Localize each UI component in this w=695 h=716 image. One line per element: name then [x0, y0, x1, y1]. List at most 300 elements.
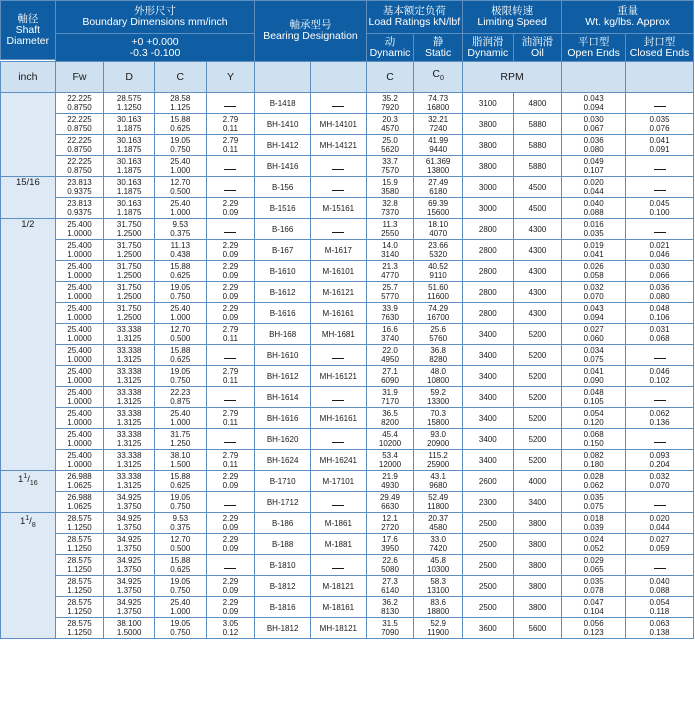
- width-cell: 19.05 0.750: [154, 618, 206, 639]
- unit-weight-closed: [626, 62, 694, 93]
- designation-closed-cell: [310, 345, 366, 366]
- y-cell: [206, 177, 255, 198]
- fw-cell: 28.575 1.1250: [55, 534, 104, 555]
- width-cell: 9.53 0.375: [154, 513, 206, 534]
- designation-closed-cell: M-1617: [310, 240, 366, 261]
- dynamic-load-cell: 27.3 6140: [366, 576, 414, 597]
- designation-closed-cell: MH-18121: [310, 618, 366, 639]
- weight-closed-cell: 0.031 0.068: [626, 324, 694, 345]
- load-ratings-header: 基本额定负荷 Load Ratings kN/lbf: [366, 1, 462, 34]
- not-applicable-dash: [332, 232, 344, 233]
- fw-cell: 25.400 1.0000: [55, 219, 104, 240]
- designation-closed-cell: MH-14101: [310, 114, 366, 135]
- static-load-cell: 74.29 16700: [414, 303, 463, 324]
- designation-closed-cell: [310, 492, 366, 513]
- width-cell: 25.40 1.000: [154, 198, 206, 219]
- y-cell: 2.29 0.09: [206, 282, 255, 303]
- speed-grease-cell: 3600: [462, 618, 513, 639]
- not-applicable-dash: [224, 400, 236, 401]
- width-cell: 28.58 1.125: [154, 93, 206, 114]
- dynamic-load-cell: 20.3 4570: [366, 114, 414, 135]
- y-cell: [206, 429, 255, 450]
- designation-closed-cell: M-16101: [310, 261, 366, 282]
- weight-open-cell: 0.027 0.060: [562, 324, 626, 345]
- fw-cell: 22.225 0.8750: [55, 135, 104, 156]
- speed-grease-cell: 2800: [462, 282, 513, 303]
- fw-cell: 26.988 1.0625: [55, 471, 104, 492]
- designation-closed-cell: M-16161: [310, 303, 366, 324]
- designation-closed-cell: MH-16241: [310, 450, 366, 471]
- not-applicable-dash: [224, 568, 236, 569]
- table-row: [1, 513, 694, 534]
- y-cell: [206, 345, 255, 366]
- table-row: [1, 240, 694, 261]
- table-row: [1, 618, 694, 639]
- outer-diameter-cell: 33.338 1.3125: [104, 471, 155, 492]
- table-row: [1, 156, 694, 177]
- fw-cell: 22.225 0.8750: [55, 114, 104, 135]
- tolerance-header: +0 +0.000 -0.3 -0.100: [55, 34, 255, 62]
- designation-closed-cell: [310, 387, 366, 408]
- speed-oil-cell: 4300: [513, 303, 562, 324]
- designation-closed-cell: [310, 177, 366, 198]
- outer-diameter-cell: 33.338 1.3125: [104, 408, 155, 429]
- weight-closed-cell: 0.036 0.080: [626, 282, 694, 303]
- speed-grease-cell: 2500: [462, 513, 513, 534]
- fw-cell: 22.225 0.8750: [55, 156, 104, 177]
- weight-closed-cell: 0.030 0.066: [626, 261, 694, 282]
- load-static-header: 静 Static: [414, 34, 463, 62]
- y-cell: [206, 555, 255, 576]
- width-cell: 19.05 0.750: [154, 366, 206, 387]
- weight-closed-cell: 0.054 0.118: [626, 597, 694, 618]
- table-row: [1, 492, 694, 513]
- weight-open-cell: 0.028 0.062: [562, 471, 626, 492]
- outer-diameter-cell: 30.163 1.1875: [104, 198, 155, 219]
- designation-closed-cell: [310, 156, 366, 177]
- table-row: [1, 429, 694, 450]
- designation-open-cell: BH-1624: [255, 450, 311, 471]
- static-load-cell: 69.39 15600: [414, 198, 463, 219]
- width-cell: 19.05 0.750: [154, 282, 206, 303]
- load-dynamic-header: 动 Dynamic: [366, 34, 414, 62]
- table-row: [1, 387, 694, 408]
- weight-open-cell: 0.082 0.180: [562, 450, 626, 471]
- weight-open-ends-header: 平口型 Open Ends: [562, 34, 626, 62]
- weight-open-cell: 0.035 0.078: [562, 576, 626, 597]
- speed-grease-cell: 2500: [462, 534, 513, 555]
- speed-grease-cell: 3400: [462, 450, 513, 471]
- designation-closed-cell: MH-16161: [310, 408, 366, 429]
- designation-open-cell: B-1610: [255, 261, 311, 282]
- speed-oil-cell: 5200: [513, 450, 562, 471]
- outer-diameter-cell: 34.925 1.3750: [104, 513, 155, 534]
- outer-diameter-cell: 38.100 1.5000: [104, 618, 155, 639]
- width-cell: 15.88 0.625: [154, 114, 206, 135]
- static-load-cell: 74.73 16800: [414, 93, 463, 114]
- width-cell: 25.40 1.000: [154, 597, 206, 618]
- outer-diameter-cell: 33.338 1.3125: [104, 429, 155, 450]
- fw-cell: 28.575 1.1250: [55, 618, 104, 639]
- speed-grease-cell: 3400: [462, 345, 513, 366]
- outer-diameter-cell: 31.750 1.2500: [104, 261, 155, 282]
- static-load-cell: 18.10 4070: [414, 219, 463, 240]
- outer-diameter-cell: 31.750 1.2500: [104, 282, 155, 303]
- weight-open-cell: 0.019 0.041: [562, 240, 626, 261]
- table-row: [1, 114, 694, 135]
- weight-open-cell: 0.056 0.123: [562, 618, 626, 639]
- weight-open-cell: 0.049 0.107: [562, 156, 626, 177]
- outer-diameter-cell: 34.925 1.3750: [104, 534, 155, 555]
- not-applicable-dash: [654, 358, 666, 359]
- speed-oil-cell: 5200: [513, 387, 562, 408]
- weight-closed-cell: [626, 387, 694, 408]
- speed-grease-cell: 2600: [462, 471, 513, 492]
- speed-oil-cell: 4500: [513, 198, 562, 219]
- designation-closed-cell: M-18121: [310, 576, 366, 597]
- speed-oil-cell: 4500: [513, 177, 562, 198]
- speed-oil-cell: 3800: [513, 534, 562, 555]
- table-row: [1, 345, 694, 366]
- weight-closed-cell: 0.021 0.046: [626, 240, 694, 261]
- y-cell: [206, 219, 255, 240]
- designation-closed-cell: M-18161: [310, 597, 366, 618]
- table-row: [1, 534, 694, 555]
- designation-closed-cell: M-16121: [310, 282, 366, 303]
- y-cell: 2.29 0.09: [206, 471, 255, 492]
- dynamic-load-cell: 27.1 6090: [366, 366, 414, 387]
- speed-grease-cell: 3100: [462, 93, 513, 114]
- speed-oil-cell: 5200: [513, 429, 562, 450]
- speed-grease-cell: 2800: [462, 303, 513, 324]
- speed-grease-cell: 3800: [462, 114, 513, 135]
- not-applicable-dash: [654, 568, 666, 569]
- static-load-cell: 83.6 18800: [414, 597, 463, 618]
- dynamic-load-cell: 29.49 6630: [366, 492, 414, 513]
- outer-diameter-cell: 33.338 1.3125: [104, 366, 155, 387]
- table-row: [1, 93, 694, 114]
- outer-diameter-cell: 33.338 1.3125: [104, 345, 155, 366]
- static-load-cell: 23.66 5320: [414, 240, 463, 261]
- static-load-cell: 93.0 20900: [414, 429, 463, 450]
- weight-closed-cell: 0.048 0.106: [626, 303, 694, 324]
- unit-weight-open: [562, 62, 626, 93]
- designation-closed-cell: M-15161: [310, 198, 366, 219]
- y-cell: 2.79 0.11: [206, 366, 255, 387]
- outer-diameter-cell: 34.925 1.3750: [104, 576, 155, 597]
- weight-closed-cell: [626, 177, 694, 198]
- weight-closed-cell: 0.040 0.088: [626, 576, 694, 597]
- designation-open-cell: BH-1614: [255, 387, 311, 408]
- speed-grease-cell: 3400: [462, 324, 513, 345]
- weight-header: 重量 Wt. kg/lbs. Approx: [562, 1, 694, 34]
- designation-closed-cell: M-1861: [310, 513, 366, 534]
- speed-oil-cell: 3400: [513, 492, 562, 513]
- not-applicable-dash: [332, 442, 344, 443]
- not-applicable-dash: [224, 442, 236, 443]
- outer-diameter-cell: 33.338 1.3125: [104, 387, 155, 408]
- designation-open-cell: B-1810: [255, 555, 311, 576]
- weight-closed-cell: 0.093 0.204: [626, 450, 694, 471]
- width-cell: 19.05 0.750: [154, 576, 206, 597]
- outer-diameter-cell: 33.338 1.3125: [104, 450, 155, 471]
- speed-oil-cell: 4300: [513, 219, 562, 240]
- width-cell: 15.88 0.625: [154, 471, 206, 492]
- speed-oil-cell: 5880: [513, 135, 562, 156]
- dynamic-load-cell: 25.0 5620: [366, 135, 414, 156]
- static-load-cell: 58.3 13100: [414, 576, 463, 597]
- unit-d: D: [104, 62, 155, 93]
- designation-open-cell: BH-1616: [255, 408, 311, 429]
- dynamic-load-cell: 21.9 4930: [366, 471, 414, 492]
- designation-open-cell: B-1418: [255, 93, 311, 114]
- weight-closed-cell: 0.045 0.100: [626, 198, 694, 219]
- dynamic-load-cell: 14.0 3140: [366, 240, 414, 261]
- dynamic-load-cell: 35.2 7920: [366, 93, 414, 114]
- weight-open-cell: 0.016 0.035: [562, 219, 626, 240]
- designation-closed-cell: MH-1681: [310, 324, 366, 345]
- static-load-cell: 45.8 10300: [414, 555, 463, 576]
- speed-grease-cell: 2800: [462, 219, 513, 240]
- table-row: [1, 471, 694, 492]
- weight-closed-cell: 0.027 0.059: [626, 534, 694, 555]
- dynamic-load-cell: 33.7 7570: [366, 156, 414, 177]
- width-cell: 12.70 0.500: [154, 534, 206, 555]
- not-applicable-dash: [224, 106, 236, 107]
- not-applicable-dash: [332, 169, 344, 170]
- dynamic-load-cell: 12.1 2720: [366, 513, 414, 534]
- table-row: [1, 135, 694, 156]
- y-cell: [206, 93, 255, 114]
- speed-grease-cell: 2800: [462, 261, 513, 282]
- weight-open-cell: 0.041 0.090: [562, 366, 626, 387]
- designation-open-cell: B-166: [255, 219, 311, 240]
- designation-closed-cell: MH-16121: [310, 366, 366, 387]
- designation-closed-cell: [310, 93, 366, 114]
- designation-open-cell: B-156: [255, 177, 311, 198]
- dynamic-load-cell: 31.9 7170: [366, 387, 414, 408]
- width-cell: 9.53 0.375: [154, 219, 206, 240]
- dynamic-load-cell: 45.4 10200: [366, 429, 414, 450]
- fw-cell: 23.813 0.9375: [55, 198, 104, 219]
- designation-open-cell: B-1616: [255, 303, 311, 324]
- dynamic-load-cell: 33.9 7630: [366, 303, 414, 324]
- weight-closed-cell: 0.062 0.136: [626, 408, 694, 429]
- speed-grease-cell: 3400: [462, 429, 513, 450]
- static-load-cell: 43.1 9680: [414, 471, 463, 492]
- weight-open-cell: 0.029 0.065: [562, 555, 626, 576]
- fw-cell: 28.575 1.1250: [55, 597, 104, 618]
- not-applicable-dash: [654, 400, 666, 401]
- table-row: [1, 366, 694, 387]
- width-cell: 12.70 0.500: [154, 177, 206, 198]
- designation-open-cell: BH-1412: [255, 135, 311, 156]
- not-applicable-dash: [332, 106, 344, 107]
- weight-open-cell: 0.068 0.150: [562, 429, 626, 450]
- not-applicable-dash: [224, 169, 236, 170]
- speed-oil-header: 油润滑 Oil: [513, 34, 562, 62]
- table-row: [1, 450, 694, 471]
- not-applicable-dash: [224, 505, 236, 506]
- designation-closed-cell: MH-14121: [310, 135, 366, 156]
- y-cell: 2.29 0.09: [206, 303, 255, 324]
- outer-diameter-cell: 34.925 1.3750: [104, 492, 155, 513]
- designation-open-cell: B-186: [255, 513, 311, 534]
- weight-closed-cell: [626, 219, 694, 240]
- y-cell: [206, 156, 255, 177]
- speed-grease-cell: 2500: [462, 576, 513, 597]
- not-applicable-dash: [224, 190, 236, 191]
- fw-cell: 25.400 1.0000: [55, 429, 104, 450]
- outer-diameter-cell: 34.925 1.3750: [104, 555, 155, 576]
- y-cell: 2.79 0.11: [206, 408, 255, 429]
- weight-open-cell: 0.032 0.070: [562, 282, 626, 303]
- width-cell: 25.40 1.000: [154, 156, 206, 177]
- fw-cell: 25.400 1.0000: [55, 387, 104, 408]
- weight-open-cell: 0.047 0.104: [562, 597, 626, 618]
- speed-grease-cell: 3800: [462, 135, 513, 156]
- not-applicable-dash: [332, 568, 344, 569]
- not-applicable-dash: [654, 169, 666, 170]
- shaft-diameter-cell: $1^1/_{16}$: [1, 471, 56, 513]
- static-load-cell: 36.8 8280: [414, 345, 463, 366]
- weight-open-cell: 0.018 0.039: [562, 513, 626, 534]
- dynamic-load-cell: 32.8 7370: [366, 198, 414, 219]
- width-cell: 15.88 0.625: [154, 261, 206, 282]
- static-load-cell: 115.2 25900: [414, 450, 463, 471]
- table-row: [1, 576, 694, 597]
- dynamic-load-cell: 15.9 3580: [366, 177, 414, 198]
- speed-grease-cell: 3000: [462, 198, 513, 219]
- speed-oil-cell: 5200: [513, 324, 562, 345]
- shaft-diameter-cell: [1, 93, 56, 177]
- unit-designation-open: [255, 62, 311, 93]
- designation-open-cell: B-1812: [255, 576, 311, 597]
- unit-fw: Fw: [55, 62, 104, 93]
- dynamic-load-cell: 31.5 7090: [366, 618, 414, 639]
- designation-open-cell: B-1612: [255, 282, 311, 303]
- width-cell: 25.40 1.000: [154, 303, 206, 324]
- outer-diameter-cell: 31.750 1.2500: [104, 219, 155, 240]
- not-applicable-dash: [654, 106, 666, 107]
- unit-y: Y: [206, 62, 255, 93]
- table-row: [1, 261, 694, 282]
- speed-grease-cell: 3000: [462, 177, 513, 198]
- designation-closed-cell: M-17101: [310, 471, 366, 492]
- speed-oil-cell: 4800: [513, 93, 562, 114]
- static-load-cell: 20.37 4580: [414, 513, 463, 534]
- fw-cell: 25.400 1.0000: [55, 345, 104, 366]
- weight-closed-cell: 0.032 0.070: [626, 471, 694, 492]
- width-cell: 15.88 0.625: [154, 555, 206, 576]
- dynamic-load-cell: 36.5 8200: [366, 408, 414, 429]
- designation-open-cell: BH-1416: [255, 156, 311, 177]
- designation-closed-cell: [310, 555, 366, 576]
- speed-oil-cell: 5880: [513, 156, 562, 177]
- not-applicable-dash: [332, 358, 344, 359]
- designation-open-cell: B-1516: [255, 198, 311, 219]
- speed-grease-cell: 3400: [462, 366, 513, 387]
- outer-diameter-cell: 34.925 1.3750: [104, 597, 155, 618]
- speed-grease-header: 脂润滑 Dynamic: [462, 34, 513, 62]
- outer-diameter-cell: 30.163 1.1875: [104, 135, 155, 156]
- speed-oil-cell: 5200: [513, 408, 562, 429]
- weight-closed-ends-header: 封口型 Closed Ends: [626, 34, 694, 62]
- unit-inch: inch: [1, 62, 56, 93]
- y-cell: 2.29 0.09: [206, 597, 255, 618]
- not-applicable-dash: [224, 358, 236, 359]
- width-cell: 31.75 1.250: [154, 429, 206, 450]
- static-load-cell: 40.52 9110: [414, 261, 463, 282]
- y-cell: 2.79 0.11: [206, 324, 255, 345]
- y-cell: 2.29 0.09: [206, 261, 255, 282]
- y-cell: [206, 492, 255, 513]
- static-load-cell: 70.3 15800: [414, 408, 463, 429]
- width-cell: 15.88 0.625: [154, 345, 206, 366]
- y-cell: 2.79 0.11: [206, 114, 255, 135]
- speed-grease-cell: 2800: [462, 240, 513, 261]
- weight-open-cell: 0.026 0.058: [562, 261, 626, 282]
- table-row: [1, 282, 694, 303]
- table-row: [1, 408, 694, 429]
- speed-oil-cell: 5600: [513, 618, 562, 639]
- weight-open-cell: 0.030 0.067: [562, 114, 626, 135]
- units-row: [1, 62, 694, 93]
- weight-closed-cell: 0.063 0.138: [626, 618, 694, 639]
- width-cell: 19.05 0.750: [154, 492, 206, 513]
- static-load-cell: 48.0 10800: [414, 366, 463, 387]
- speed-grease-cell: 3400: [462, 408, 513, 429]
- weight-closed-cell: [626, 429, 694, 450]
- designation-open-cell: B-1710: [255, 471, 311, 492]
- not-applicable-dash: [224, 232, 236, 233]
- speed-oil-cell: 4300: [513, 261, 562, 282]
- weight-open-cell: 0.035 0.075: [562, 492, 626, 513]
- width-cell: 11.13 0.438: [154, 240, 206, 261]
- speed-oil-cell: 4300: [513, 282, 562, 303]
- fw-cell: 25.400 1.0000: [55, 408, 104, 429]
- y-cell: 3.05 0.12: [206, 618, 255, 639]
- speed-oil-cell: 3800: [513, 597, 562, 618]
- fw-cell: 23.813 0.9375: [55, 177, 104, 198]
- speed-oil-cell: 3800: [513, 513, 562, 534]
- speed-grease-cell: 3800: [462, 156, 513, 177]
- speed-oil-cell: 5880: [513, 114, 562, 135]
- shaft-diameter-cell: 1/2: [1, 219, 56, 471]
- dynamic-load-cell: 25.7 5770: [366, 282, 414, 303]
- static-load-cell: 52.9 11900: [414, 618, 463, 639]
- table-row: [1, 303, 694, 324]
- weight-closed-cell: [626, 156, 694, 177]
- y-cell: 2.29 0.09: [206, 240, 255, 261]
- table-row: [1, 324, 694, 345]
- fw-cell: 25.400 1.0000: [55, 450, 104, 471]
- fw-cell: 28.575 1.1250: [55, 576, 104, 597]
- weight-open-cell: 0.043 0.094: [562, 93, 626, 114]
- table-row: [1, 555, 694, 576]
- outer-diameter-cell: 28.575 1.1250: [104, 93, 155, 114]
- weight-open-cell: 0.034 0.075: [562, 345, 626, 366]
- dynamic-load-cell: 22.6 5080: [366, 555, 414, 576]
- boundary-dimensions-header: 外形尺寸 Boundary Dimensions mm/inch: [55, 1, 255, 34]
- designation-closed-cell: [310, 219, 366, 240]
- speed-oil-cell: 3800: [513, 576, 562, 597]
- not-applicable-dash: [332, 505, 344, 506]
- dynamic-load-cell: 22.0 4950: [366, 345, 414, 366]
- not-applicable-dash: [654, 505, 666, 506]
- y-cell: 2.79 0.11: [206, 135, 255, 156]
- fw-cell: 25.400 1.0000: [55, 261, 104, 282]
